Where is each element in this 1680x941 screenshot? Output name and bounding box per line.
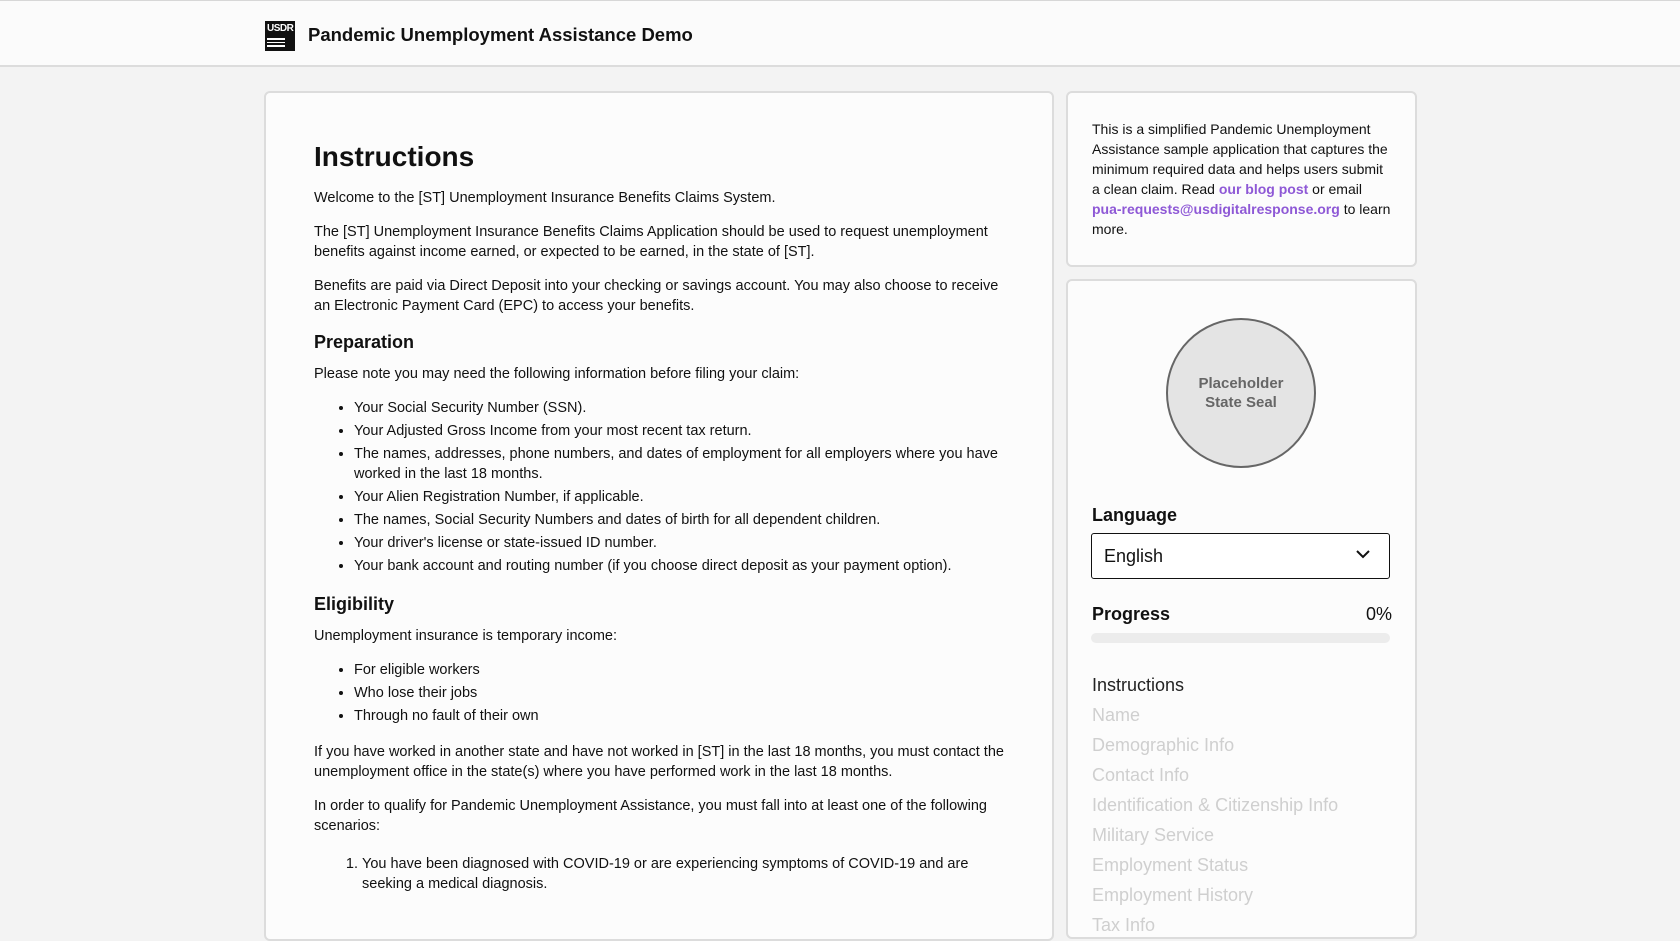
list-item: • The names, addresses, phone numbers, and dates of employment for all employers where you have worked in the last 18 months. (354, 444, 1004, 484)
eligibility-list (314, 660, 1004, 726)
list-item: • For eligible workers (354, 660, 1004, 680)
info-text-after: to learn more. (1092, 201, 1391, 237)
page-title: Instructions (314, 141, 475, 172)
progress-value: 0% (1366, 604, 1393, 624)
progress-label: Progress (1092, 604, 1171, 624)
step-list (1092, 670, 1338, 940)
eligibility-intro: Unemployment insurance is temporary income: (314, 628, 618, 644)
welcome-text: Welcome to the [ST] Unemployment Insurance Benefits Claims System. (314, 190, 776, 206)
list-item: • Your Alien Registration Number, if applicable. (354, 487, 1004, 507)
step-demographic-info: Demographic Info (1092, 735, 1235, 755)
logo-lines-icon (267, 38, 285, 49)
top-bar (0, 0, 1680, 67)
list-item: • The names, Social Security Numbers and dates of birth for all dependent children. (354, 510, 1004, 530)
step-military-service: Military Service (1092, 825, 1215, 845)
step-name: Name (1092, 705, 1141, 725)
language-value: English (1104, 546, 1164, 566)
step-instructions[interactable]: Instructions (1092, 675, 1185, 695)
list-item: 1. You have been diagnosed with COVID-19 or are experiencing symptoms of COVID-19 and are seeking a medical diagnosis. (362, 854, 1004, 894)
qualify-text: In order to qualify for Pandemic Unemployment Assistance, you must fall into at least one of the following scenarios: (314, 798, 987, 834)
info-text-before: This is a simplified Pandemic Unemployment Assistance sample application that captures the minimum required data and helps users submit a clean claim. Read (1092, 121, 1388, 197)
other-state-text: If you have worked in another state and have not worked in [ST] in the last 18 months, you must contact the unemployment office in the state(s) where you have performed work in the last 18 months. (314, 744, 1004, 780)
eligibility-heading: Eligibility (314, 594, 395, 614)
list-item: • Your driver's license or state-issued ID number. (354, 533, 1004, 553)
list-item: • Through no fault of their own (354, 706, 1004, 726)
info-text-middle: or email (1308, 181, 1362, 197)
step-identification-citizenship: Identification & Citizenship Info (1092, 795, 1339, 815)
scenario-list (314, 854, 1004, 894)
chevron-down-icon (1353, 544, 1373, 564)
info-text (1092, 119, 1394, 239)
step-tax-info: Tax Info (1092, 915, 1156, 935)
step-employment-status: Employment Status (1092, 855, 1249, 875)
language-select[interactable] (1091, 533, 1390, 579)
instructions-content (314, 140, 1004, 894)
progress-bar (1091, 633, 1390, 643)
step-employment-history: Employment History (1092, 885, 1254, 905)
list-item: • Your Adjusted Gross Income from your most recent tax return. (354, 421, 1004, 441)
site-title[interactable]: Pandemic Unemployment Assistance Demo (308, 24, 693, 45)
logo-text: USDR (267, 23, 294, 34)
blog-post-link[interactable]: our blog post (1218, 181, 1309, 197)
list-item: • Who lose their jobs (354, 683, 1004, 703)
benefits-text: Benefits are paid via Direct Deposit into your checking or savings account. You may also choose to receive an Electronic Payment Card (EPC) to access your benefits. (314, 278, 999, 314)
email-link[interactable]: pua-requests@usdigitalresponse.org (1092, 201, 1340, 217)
list-item: • Your Social Security Number (SSN). (354, 398, 1004, 418)
intro-text: The [ST] Unemployment Insurance Benefits Claims Application should be used to request unemployment benefits against income earned, or expected to be earned, in the state of [ST]. (314, 224, 988, 260)
preparation-intro: Please note you may need the following information before filing your claim: (314, 366, 800, 382)
usdr-logo[interactable] (265, 21, 295, 51)
list-item: • Your bank account and routing number (if you choose direct deposit as your payment option). (354, 556, 1004, 576)
seal-text: Placeholder State Seal (1198, 375, 1284, 411)
language-label: Language (1092, 505, 1178, 525)
state-seal (1166, 318, 1316, 468)
step-contact-info: Contact Info (1092, 765, 1190, 785)
preparation-heading: Preparation (314, 332, 415, 352)
preparation-list (314, 398, 1004, 576)
